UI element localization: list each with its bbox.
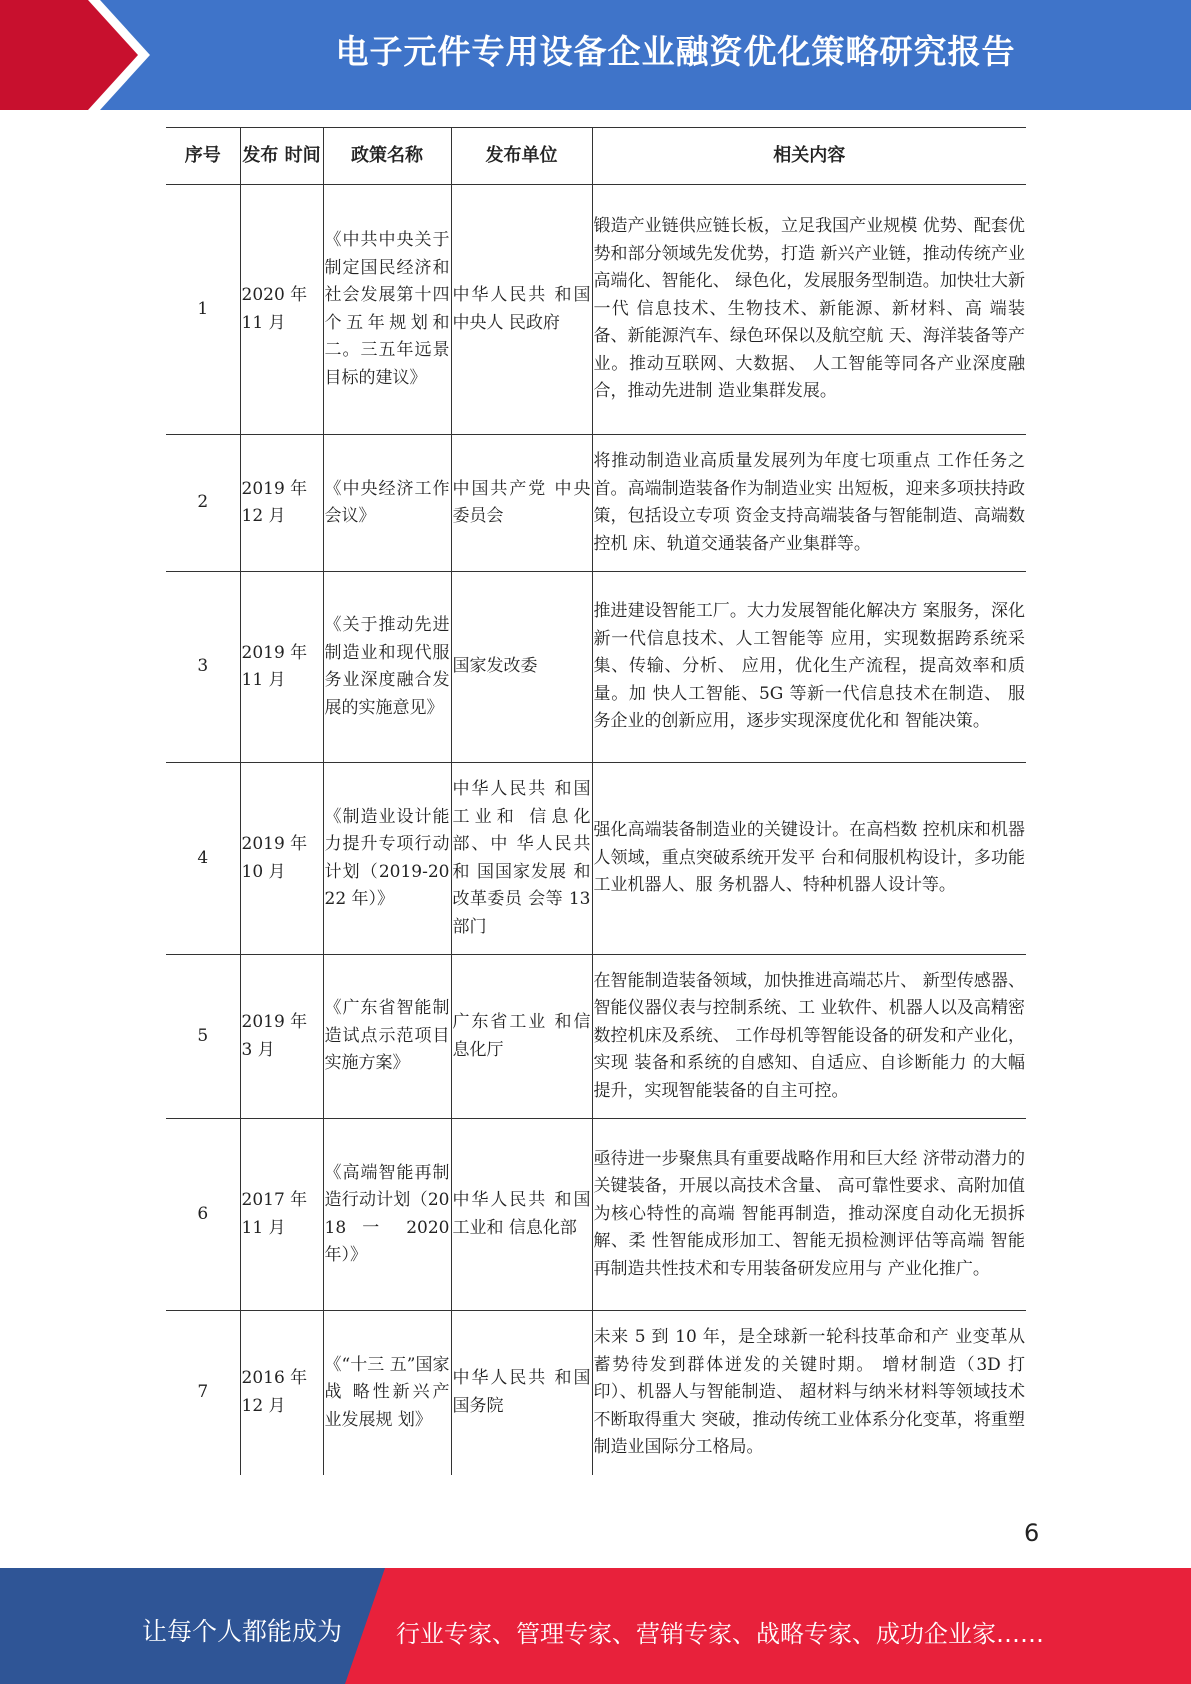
row-date: 2019 年 12 月 <box>240 435 323 572</box>
row-policy-name: 《关于推动先进制造业和现代服务业深度融合发展的实施意见》 <box>323 572 451 763</box>
row-issuer: 中华人民共 和国国务院 <box>451 1311 592 1475</box>
row-content: 未来 5 到 10 年，是全球新一轮科技革命和产 业变革从蓄势待发到群体迸发的关键时期。 增材制造（3D 打印）、机器人与智能制造、 超材料与纳米材料等领域技术不断取得重大 突破，推动传统工业体系分化变革，将重塑 制造业国际分工格局。 <box>592 1311 1026 1475</box>
report-title: 电子元件专用设备企业融资优化策略研究报告 <box>335 32 1016 71</box>
row-policy-name: 《制造业设计能力提升专项行动计划（2019-2022 年）》 <box>323 763 451 955</box>
row-issuer: 中华人民共 和国中央人 民政府 <box>451 185 592 435</box>
row-issuer: 广东省工业 和信息化厅 <box>451 955 592 1119</box>
row-policy-name: 《中央经济工作会议》 <box>323 435 451 572</box>
row-date: 2019 年 3 月 <box>240 955 323 1119</box>
page-number: 6 <box>1024 1519 1040 1547</box>
header-arrow-decoration <box>0 0 150 110</box>
footer-slogan-left: 让每个人都能成为 <box>142 1617 343 1646</box>
table-row <box>166 1119 1026 1311</box>
table-row <box>166 1311 1026 1475</box>
row-date: 2019 年 10 月 <box>240 763 323 955</box>
row-number: 7 <box>197 1382 209 1402</box>
row-content: 强化高端装备制造业的关键设计。在高档数 控机床和机器人领域，重点突破系统开发平 台和伺服机构设计，多功能工业机器人、服 务机器人、特种机器人设计等。 <box>592 763 1026 955</box>
footer-slogan-right: 行业专家、管理专家、营销专家、战略专家、成功企业家…… <box>396 1620 1044 1648</box>
row-number: 2 <box>166 435 240 572</box>
row-date: 2020 年 11 月 <box>240 185 323 435</box>
table-row <box>166 763 1026 955</box>
row-number: 5 <box>166 955 240 1119</box>
row-policy-name: 《高端智能再制造行动计划（2018 一 2020 年）》 <box>323 1119 451 1311</box>
column-header-policy-name: 政策名称 <box>323 128 451 185</box>
row-content: 在智能制造装备领域，加快推进高端芯片、 新型传感器、智能仪器仪表与控制系统、工 业软件、机器人以及高精密数控机床及系统、 工作母机等智能设备的研发和产业化，实现 装备和系统的自感知、自适应、自诊断能力 的大幅提升，实现智能装备的自主可控。 <box>592 955 1026 1119</box>
page-header <box>0 0 1191 110</box>
page-footer <box>0 1568 1191 1684</box>
row-date: 2016 年 12 月 <box>240 1311 323 1475</box>
column-header-content: 相关内容 <box>592 128 1026 185</box>
table-row <box>166 185 1026 435</box>
row-issuer: 中国共产党 中央委员会 <box>451 435 592 572</box>
table-row <box>166 955 1026 1119</box>
table-row <box>166 572 1026 763</box>
row-content: 亟待进一步聚焦具有重要战略作用和巨大经 济带动潜力的关键装备，开展以高技术含量、 高可靠性要求、高附加值为核心特性的高端 智能再制造，推动深度自动化无损拆解、柔 性智能成形加工、智能无损检测评估等高端 智能再制造共性技术和专用装备研发应用与 产业化推广。 <box>592 1119 1026 1311</box>
column-header-number: 序号 <box>166 128 240 185</box>
row-policy-name: 《中共中央关于制定国民经济和社会发展第十四个五年规划和二。三五年远景目标的建议》 <box>323 185 451 435</box>
row-content: 锻造产业链供应链长板，立足我国产业规模 优势、配套优势和部分领域先发优势，打造 新兴产业链，推动传统产业高端化、智能化、 绿色化，发展服务型制造。加快壮大新一代 信息技术、生物技术、新能源、新材料、高 端装备、新能源汽车、绿色环保以及航空航 天、海洋装备等产业。推动互联网、大数据、 人工智能等同各产业深度融合，推动先进制 造业集群发展。 <box>592 185 1026 435</box>
column-header-issuer: 发布单位 <box>451 128 592 185</box>
row-number: 4 <box>166 763 240 955</box>
row-number: 1 <box>166 185 240 435</box>
row-policy-name: 《“十三 五”国家战 略性新兴产 业发展规 划》 <box>323 1311 451 1475</box>
row-content: 推进建设智能工厂。大力发展智能化解决方 案服务，深化新一代信息技术、人工智能等 应用，实现数据跨系统采集、传输、分析、 应用，优化生产流程，提高效率和质量。加 快人工智能、5G 等新一代信息技术在制造、 服务企业的创新应用，逐步实现深度优化和 智能决策。 <box>592 572 1026 763</box>
row-date: 2017 年 11 月 <box>240 1119 323 1311</box>
row-issuer: 中华人民共 和国工业和 信息化部、中 华人民共和 国国家发展 和改革委员 会等 13 部门 <box>451 763 592 955</box>
row-issuer: 国家发改委 <box>451 572 592 763</box>
row-policy-name: 《广东省智能制造试点示范项目实施方案》 <box>323 955 451 1119</box>
table-row <box>166 435 1026 572</box>
column-header-date: 发布 时间 <box>240 128 323 185</box>
row-issuer: 中华人民共 和国工业和 信息化部 <box>451 1119 592 1311</box>
row-number: 6 <box>166 1119 240 1311</box>
row-content: 将推动制造业高质量发展列为年度七项重点 工作任务之首。高端制造装备作为制造业实 出短板，迎来多项扶持政策，包括设立专项 资金支持高端装备与智能制造、高端数控机 床、轨道交通装备产业集群等。 <box>592 435 1026 572</box>
table-header-row <box>166 128 1026 185</box>
row-number: 3 <box>166 572 240 763</box>
row-date: 2019 年 11 月 <box>240 572 323 763</box>
policy-table <box>166 127 1026 1475</box>
